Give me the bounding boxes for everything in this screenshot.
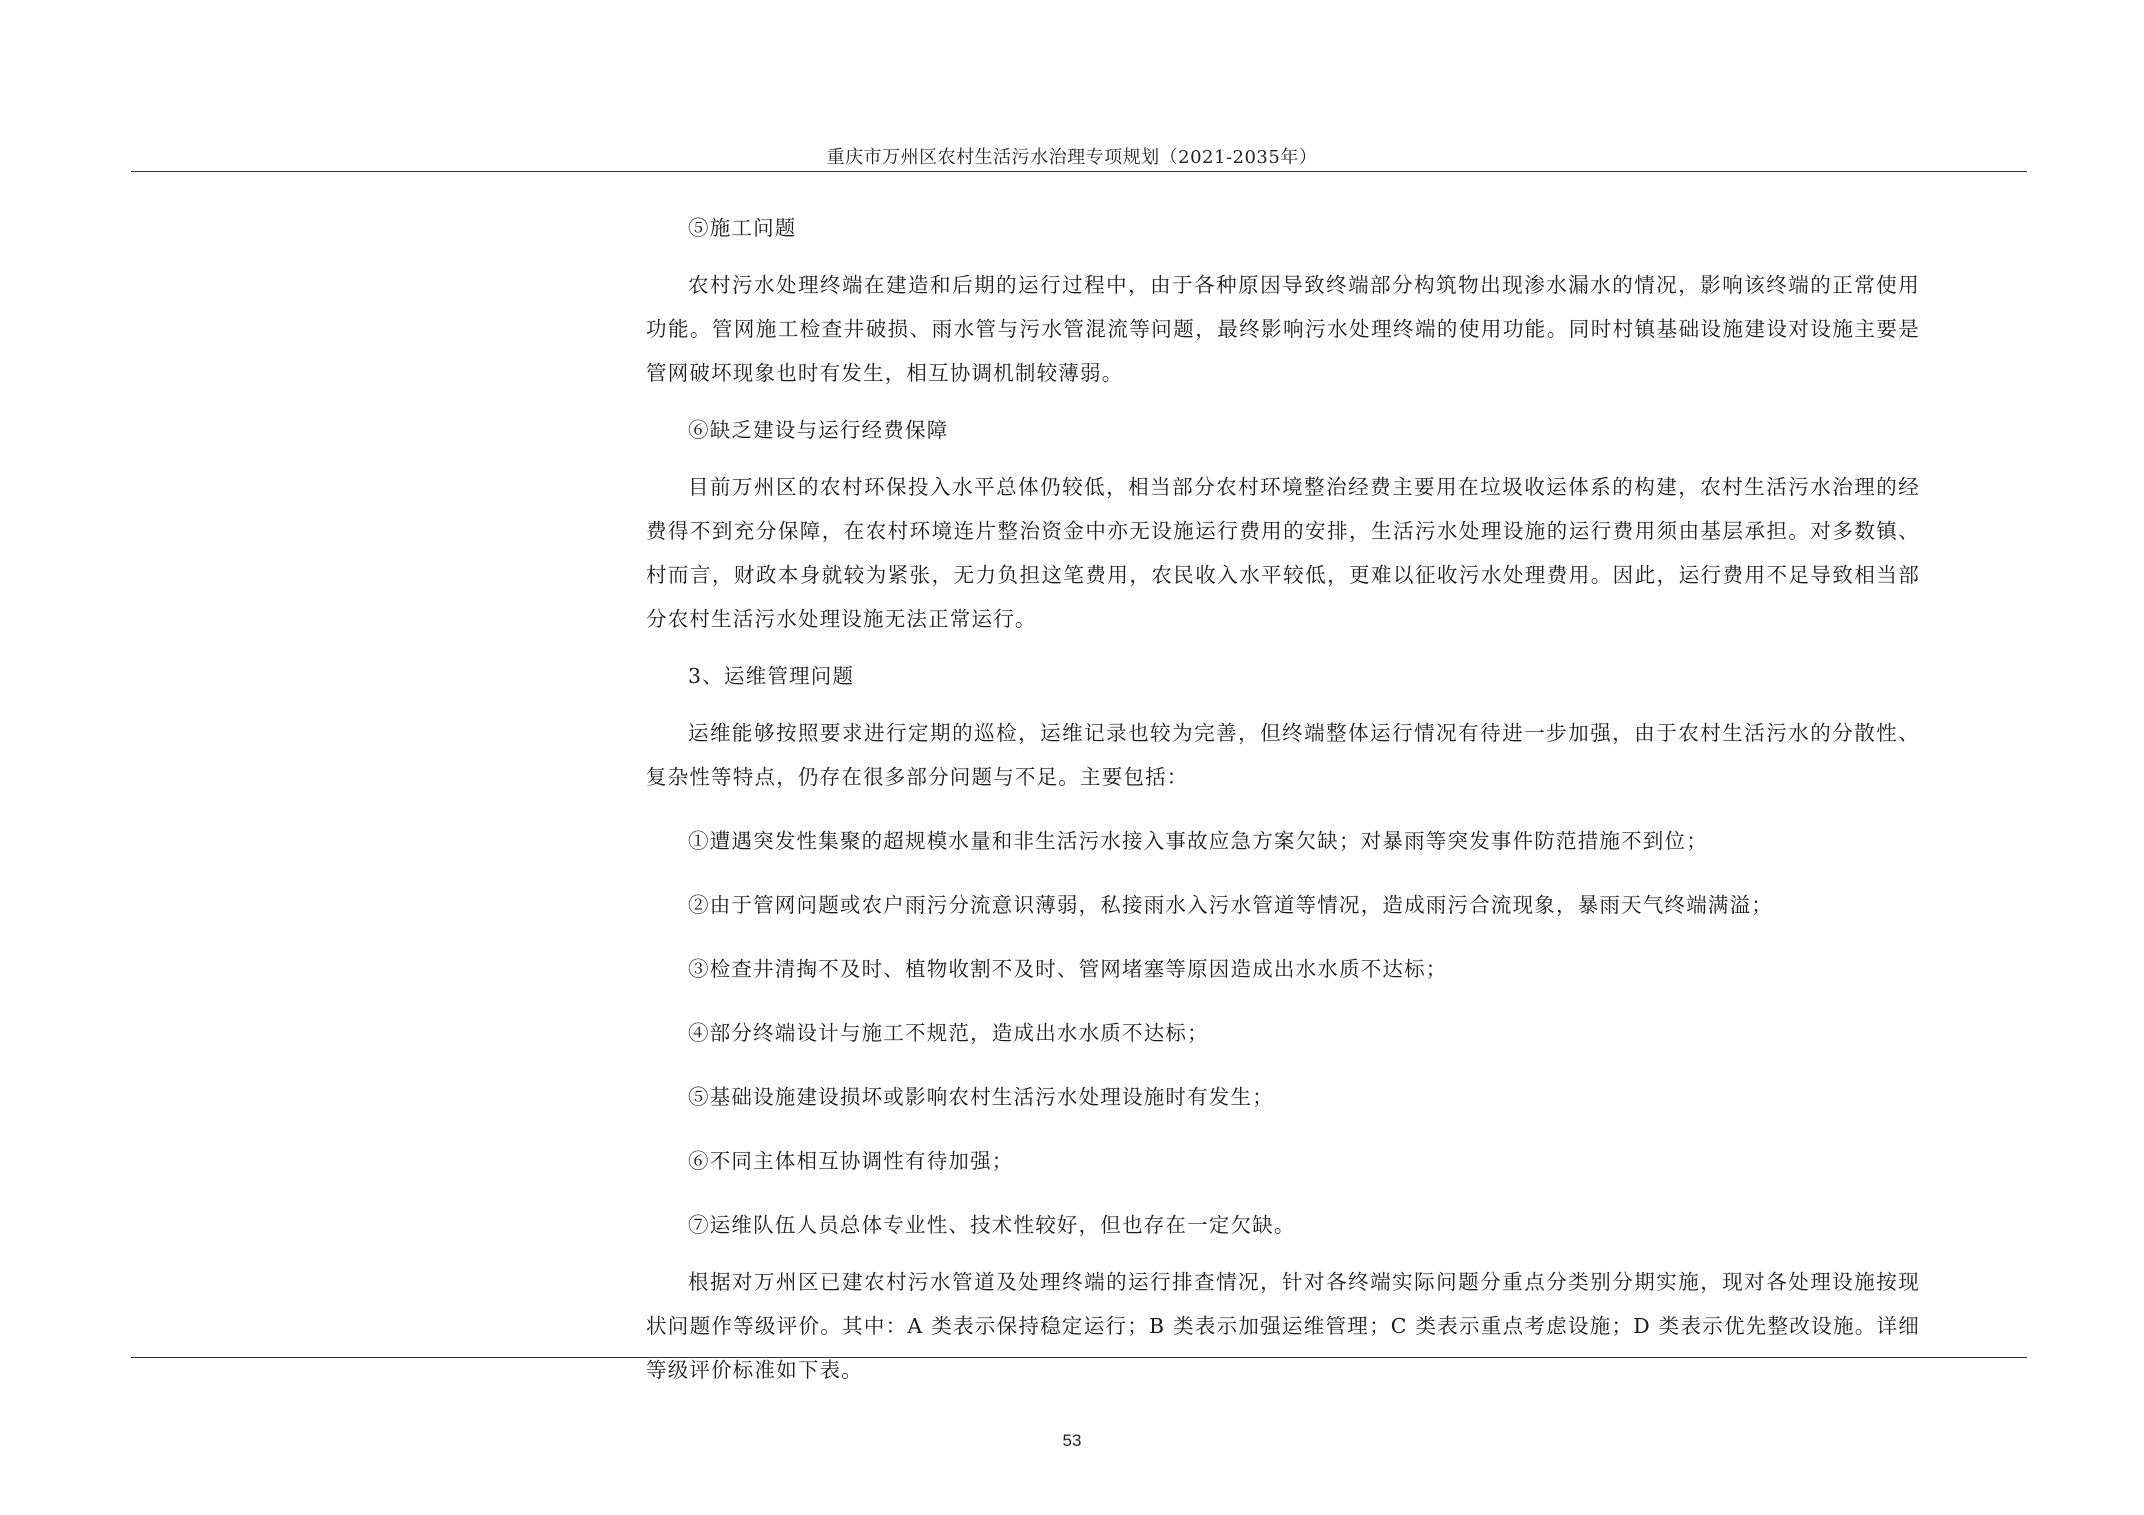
heading-operation-maintenance: 3、运维管理问题 bbox=[688, 664, 855, 688]
list-item-1: ①遭遇突发性集聚的超规模水量和非生活污水接入事故应急方案欠缺；对暴雨等突发事件防范措施不到位； bbox=[688, 829, 1708, 853]
page-number: 53 bbox=[1062, 1431, 1082, 1450]
paragraph-construction-issues: 农村污水处理终端在建造和后期的运行过程中，由于各种原因导致终端部分构筑物出现渗水漏水的情况，影响该终端的正常使用功能。管网施工检查井破损、雨水管与污水管混流等问题，最终影响污水处理终端的使用功能。同时村镇基础设施建设对设施主要是管网破坏现象也时有发生，相互协调机制较薄弱。 bbox=[646, 273, 1920, 385]
paragraph-operation-maintenance: 运维能够按照要求进行定期的巡检，运维记录也较为完善，但终端整体运行情况有待进一步加强，由于农村生活污水的分散性、复杂性等特点，仍存在很多部分问题与不足。主要包括： bbox=[646, 721, 1920, 789]
heading-funding-issues: ⑥缺乏建设与运行经费保障 bbox=[688, 418, 949, 442]
list-item-6: ⑥不同主体相互协调性有待加强； bbox=[688, 1149, 1014, 1173]
header-divider bbox=[131, 171, 2027, 172]
paragraph-funding-issues: 目前万州区的农村环保投入水平总体仍较低，相当部分农村环境整治经费主要用在垃圾收运体系的构建，农村生活污水治理的经费得不到充分保障，在农村环境连片整治资金中亦无设施运行费用的安排，生活污水处理设施的运行费用须由基层承担。对多数镇、村而言，财政本身就较为紧张，无力负担这笔费用，农民收入水平较低，更难以征收污水处理费用。因此，运行费用不足导致相当部分农村生活污水处理设施无法正常运行。 bbox=[646, 475, 1920, 631]
page-header-title: 重庆市万州区农村生活污水治理专项规划（2021-2035年） bbox=[826, 147, 1318, 168]
paragraph-grading-evaluation: 根据对万州区已建农村污水管道及处理终端的运行排查情况，针对各终端实际问题分重点分类别分期实施，现对各处理设施按现状问题作等级评价。其中：A 类表示保持稳定运行；B 类表示加强运维管理；C 类表示重点考虑设施；D 类表示优先整改设施。详细等级评价标准如下表。 bbox=[646, 1270, 1920, 1382]
list-item-3: ③检查井清掏不及时、植物收割不及时、管网堵塞等原因造成出水水质不达标； bbox=[688, 957, 1448, 981]
heading-construction-issues: ⑤施工问题 bbox=[688, 216, 797, 240]
list-item-7: ⑦运维队伍人员总体专业性、技术性较好，但也存在一定欠缺。 bbox=[688, 1213, 1296, 1237]
footer-divider bbox=[131, 1357, 2027, 1358]
list-item-4: ④部分终端设计与施工不规范，造成出水水质不达标； bbox=[688, 1021, 1209, 1045]
list-item-2: ②由于管网问题或农户雨污分流意识薄弱，私接雨水入污水管道等情况，造成雨污合流现象，暴雨天气终端满溢； bbox=[688, 893, 1773, 917]
main-content bbox=[646, 206, 1920, 1392]
list-item-5: ⑤基础设施建设损坏或影响农村生活污水处理设施时有发生； bbox=[688, 1085, 1274, 1109]
